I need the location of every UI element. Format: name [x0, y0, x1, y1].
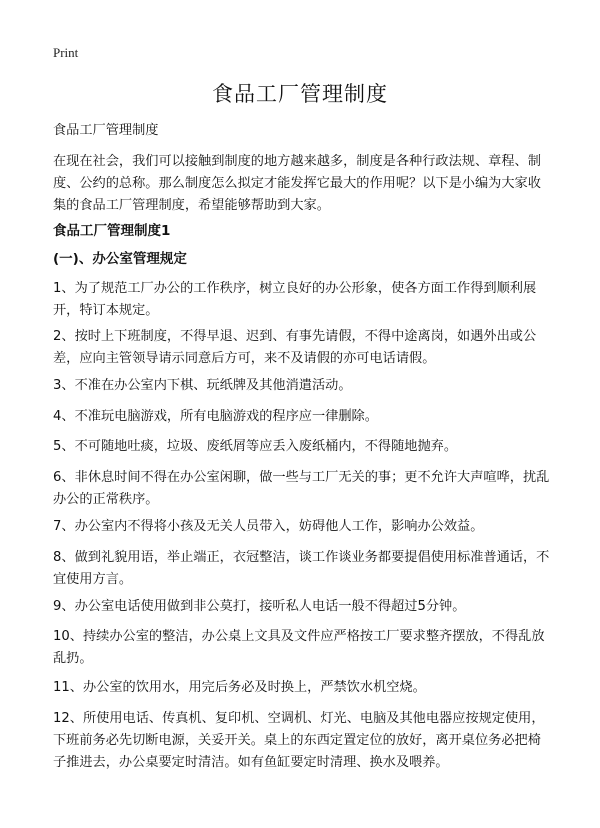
- subsection-heading: (一)、办公室管理规定: [53, 251, 187, 267]
- list-item: 2、按时上下班制度，不得早退、迟到、有事先请假，不得中途离岗，如遇外出或公差，应向主管领导请示同意后方可，来不及请假的亦可电话请假。: [53, 329, 537, 366]
- print-label[interactable]: Print: [53, 45, 79, 60]
- list-item: 6、非休息时间不得在办公室闲聊，做一些与工厂无关的事；更不允许大声喧哗，扰乱办公的正常秩序。: [53, 470, 550, 507]
- document-subtitle: 食品工厂管理制度: [53, 123, 159, 138]
- list-item: 5、不可随地吐痰，垃圾、废纸屑等应丢入废纸桶内，不得随地抛弃。: [53, 439, 458, 454]
- intro-paragraph: 在现在社会，我们可以接触到制度的地方越来越多，制度是各种行政法规、章程、制度、公约的总称。那么制度怎么拟定才能发挥它最大的作用呢？以下是小编为大家收集的食品工厂管理制度，希望能够帮助到大家。: [53, 154, 541, 213]
- list-item: 7、办公室内不得将小孩及无关人员带入，妨碍他人工作，影响办公效益。: [53, 519, 484, 534]
- list-item: 8、做到礼貌用语，举止端正，衣冠整洁，谈工作谈业务都要提倡使用标准普通话，不宜使用方言。: [53, 550, 550, 587]
- list-item: 4、不准玩电脑游戏，所有电脑游戏的程序应一律删除。: [53, 409, 378, 424]
- list-item: 3、不准在办公室内下棋、玩纸牌及其他消遣活动。: [53, 378, 352, 393]
- list-item: 9、办公室电话使用做到非公莫打，接听私人电话一般不得超过5分钟。: [53, 599, 466, 614]
- document-title: 食品工厂管理制度: [212, 82, 388, 106]
- list-item: 10、持续办公室的整洁，办公桌上文具及文件应严格按工厂要求整齐摆放，不得乱放乱扔。: [53, 629, 545, 666]
- list-item: 11、办公室的饮用水，用完后务必及时换上，严禁饮水机空烧。: [53, 680, 426, 695]
- section-heading: 食品工厂管理制度1: [53, 223, 171, 239]
- list-item: 1、为了规范工厂办公的工作秩序，树立良好的办公形象，使各方面工作得到顺利展开，特订本规定。: [53, 281, 537, 318]
- list-item: 12、所使用电话、传真机、复印机、空调机、灯光、电脑及其他电器应按规定使用，下班前务必先切断电源，关妥开关。桌上的东西定置定位的放好，离开桌位务必把椅子推进去，办公桌要定时清洁。如有鱼缸要定时清理、换水及喂养。: [53, 711, 545, 770]
